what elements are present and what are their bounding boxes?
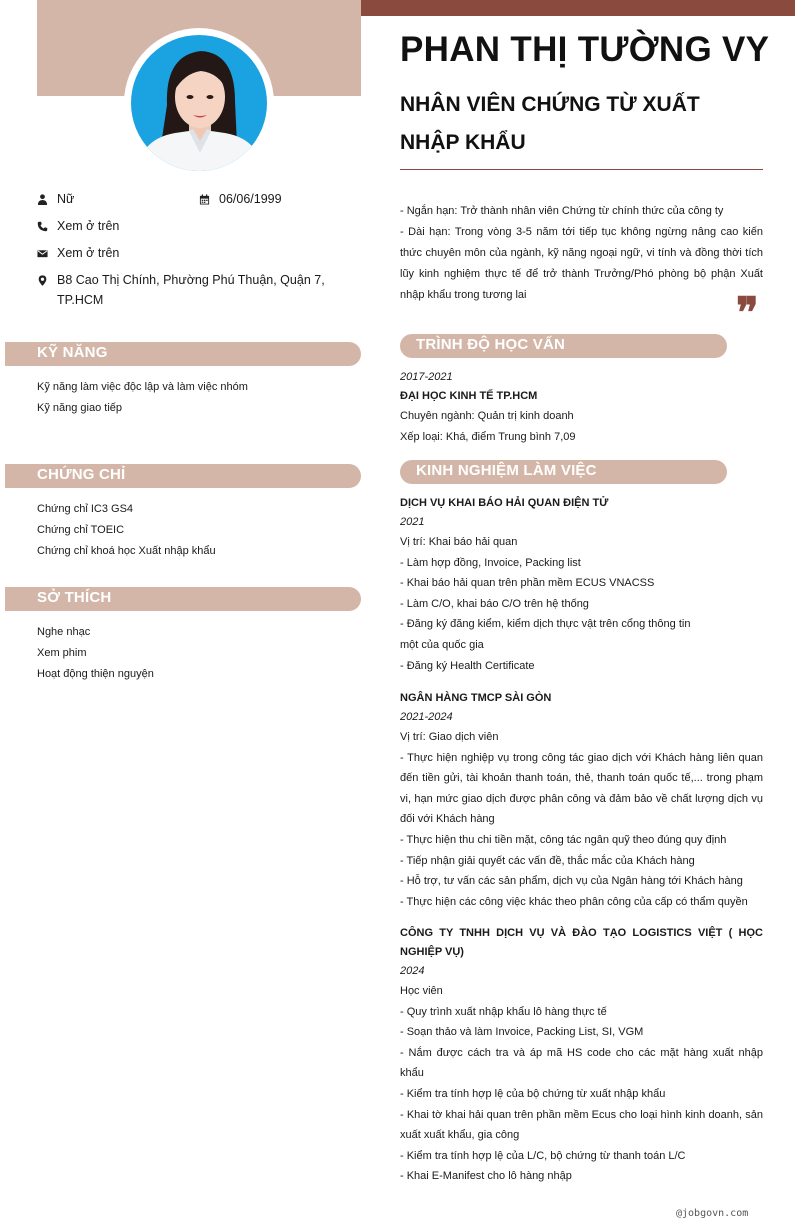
email-row (37, 243, 119, 263)
address-value: B8 Cao Thị Chính, Phường Phú Thuận, Quận 7, TP.HCM (57, 273, 325, 307)
avatar-frame (124, 28, 274, 178)
birthdate-value: 06/06/1999 (219, 192, 282, 206)
education-year: 2017-2021 (400, 371, 453, 383)
school-name: ĐẠI HỌC KINH TẾ TP.HCM (400, 390, 538, 402)
top-accent-bar (361, 0, 795, 16)
company-name: DỊCH VỤ KHAI BÁO HẢI QUAN ĐIỆN TỬ (400, 497, 609, 509)
envelope-icon (37, 243, 57, 263)
job-position: Vị trí: Khai báo hải quan (400, 536, 518, 548)
education-entry (400, 368, 763, 448)
skills-list (37, 377, 248, 419)
skills-title: KỸ NĂNG (37, 344, 108, 361)
job-line: - Làm hợp đồng, Invoice, Packing list (400, 556, 581, 569)
phone-row (37, 216, 119, 236)
list-item: Chứng chỉ khoá học Xuất nhập khẩu (37, 545, 216, 557)
list-item: Chứng chỉ IC3 GS4 (37, 503, 134, 515)
skills-header (5, 342, 361, 366)
hobbies-title: SỞ THÍCH (37, 589, 112, 606)
job-entry (400, 689, 763, 912)
experience-header (400, 460, 727, 484)
job-position: Học viên (400, 985, 443, 997)
job-line: - Đăng ký đăng kiểm, kiểm dịch thực vật trên cổng thông tin (400, 618, 691, 631)
company-name: NGÂN HÀNG TMCP SÀI GÒN (400, 692, 552, 704)
phone-value: Xem ở trên (57, 219, 120, 233)
birthdate-row (199, 189, 282, 209)
job-line: - Hỗ trợ, tư vấn các sản phẩm, dịch vụ của Ngân hàng tới Khách hàng (400, 875, 743, 888)
job-line: - Thực hiện thu chi tiền mặt, công tác ngân quỹ theo đúng quy định (400, 833, 727, 846)
job-year: 2024 (400, 965, 425, 977)
list-item: Kỹ năng làm việc độc lập và làm việc nhóm (37, 381, 248, 393)
education-title: TRÌNH ĐỘ HỌC VẤN (416, 336, 566, 353)
list-item: Nghe nhạc (37, 626, 91, 638)
certificates-header (5, 464, 361, 488)
job-title: NHÂN VIÊN CHỨNG TỪ XUẤT NHẬP KHẨU (400, 93, 700, 154)
map-pin-icon (37, 270, 57, 290)
job-line: - Tiếp nhận giải quyết các vấn đề, thắc mắc của Khách hàng (400, 854, 695, 867)
certificates-title: CHỨNG CHỈ (37, 466, 126, 483)
job-line: - Soạn thảo và làm Invoice, Packing List, SI, VGM (400, 1026, 644, 1039)
job-line: - Kiểm tra tính hợp lệ của bộ chứng từ xuất nhập khẩu (400, 1087, 666, 1100)
company-name: CÔNG TY TNHH DỊCH VỤ VÀ ĐÀO TẠO LOGISTICS VIỆT ( HỌC NGHIỆP VỤ) (400, 927, 763, 958)
job-line: - Khai tờ khai hải quan trên phần mềm Ecus cho loại hình kinh doanh, sản xuất xuất khẩu, gia công (400, 1108, 763, 1142)
education-header (400, 334, 727, 358)
experience-title: KINH NGHIỆM LÀM VIỆC (416, 462, 597, 479)
job-line: - Thực hiện nghiệp vụ trong công tác giao dịch với Khách hàng liên quan đến tiền gửi, tài khoản thanh toán, thẻ, thanh toán quốc tế,... trong phạm vi, hạn mức giao dịch được phân công và đảm bảo về chất lượng dịch vụ đối với Khách hàng (400, 751, 763, 826)
job-position: Vị trí: Giao dịch viên (400, 731, 499, 743)
job-line: - Quy trình xuất nhập khẩu lô hàng thực tế (400, 1005, 607, 1018)
certificates-list (37, 499, 216, 562)
job-year: 2021 (400, 516, 425, 528)
calendar-icon (199, 189, 219, 209)
person-icon (37, 189, 57, 209)
list-item: Kỹ năng giao tiếp (37, 402, 123, 414)
gender-row (37, 189, 74, 209)
job-line: - Khai báo hải quan trên phần mềm ECUS VNACSS (400, 577, 655, 590)
quote-icon: ❞ (736, 288, 759, 337)
job-line: một của quốc gia (400, 638, 484, 651)
job-entry (400, 494, 763, 676)
job-line: - Thực hiện các công việc khác theo phân công của cấp có thẩm quyền (400, 895, 748, 908)
list-item: Chứng chỉ TOEIC (37, 524, 125, 536)
job-line: - Nắm được cách tra và áp mã HS code cho các mặt hàng xuất nhập khẩu (400, 1046, 763, 1080)
job-line: - Khai E-Manifest cho lô hàng nhập (400, 1170, 572, 1183)
gender-value: Nữ (57, 192, 75, 206)
candidate-name: PHAN THỊ TƯỜNG VY (400, 30, 770, 69)
education-grade: Xếp loại: Khá, điểm Trung bình 7,09 (400, 431, 576, 443)
address-row (37, 270, 337, 310)
phone-icon (37, 216, 57, 236)
job-year: 2021-2024 (400, 711, 453, 723)
job-line: - Đăng ký Health Certificate (400, 659, 535, 672)
job-line: - Làm C/O, khai báo C/O trên hệ thống (400, 597, 589, 610)
watermark: @jobgovn.com (676, 1208, 749, 1219)
objective-line: - Dài hạn: Trong vòng 3-5 năm tới tiếp tục không ngừng nâng cao kiến thức chuyên môn của ngành, kỹ năng ngoại ngữ, vi tính và đồng thời tích lũy kinh nghiệm thực tế để trở thành Trưởng/Phó phòng bộ phận Xuất nhập khẩu trong tương lai (400, 226, 763, 301)
education-major: Chuyên ngành: Quản trị kinh doanh (400, 410, 574, 422)
title-divider (400, 169, 763, 170)
list-item: Hoạt động thiện nguyện (37, 668, 154, 680)
objective-line: - Ngắn hạn: Trở thành nhân viên Chứng từ chính thức của công ty (400, 205, 724, 217)
avatar (131, 35, 267, 171)
list-item: Xem phim (37, 647, 87, 659)
hobbies-header (5, 587, 361, 611)
job-entry (400, 924, 763, 1187)
career-objective (400, 201, 763, 306)
email-value: Xem ở trên (57, 246, 120, 260)
hobbies-list (37, 622, 154, 685)
job-line: - Kiểm tra tính hợp lệ của L/C, bộ chứng từ thanh toán L/C (400, 1149, 686, 1162)
